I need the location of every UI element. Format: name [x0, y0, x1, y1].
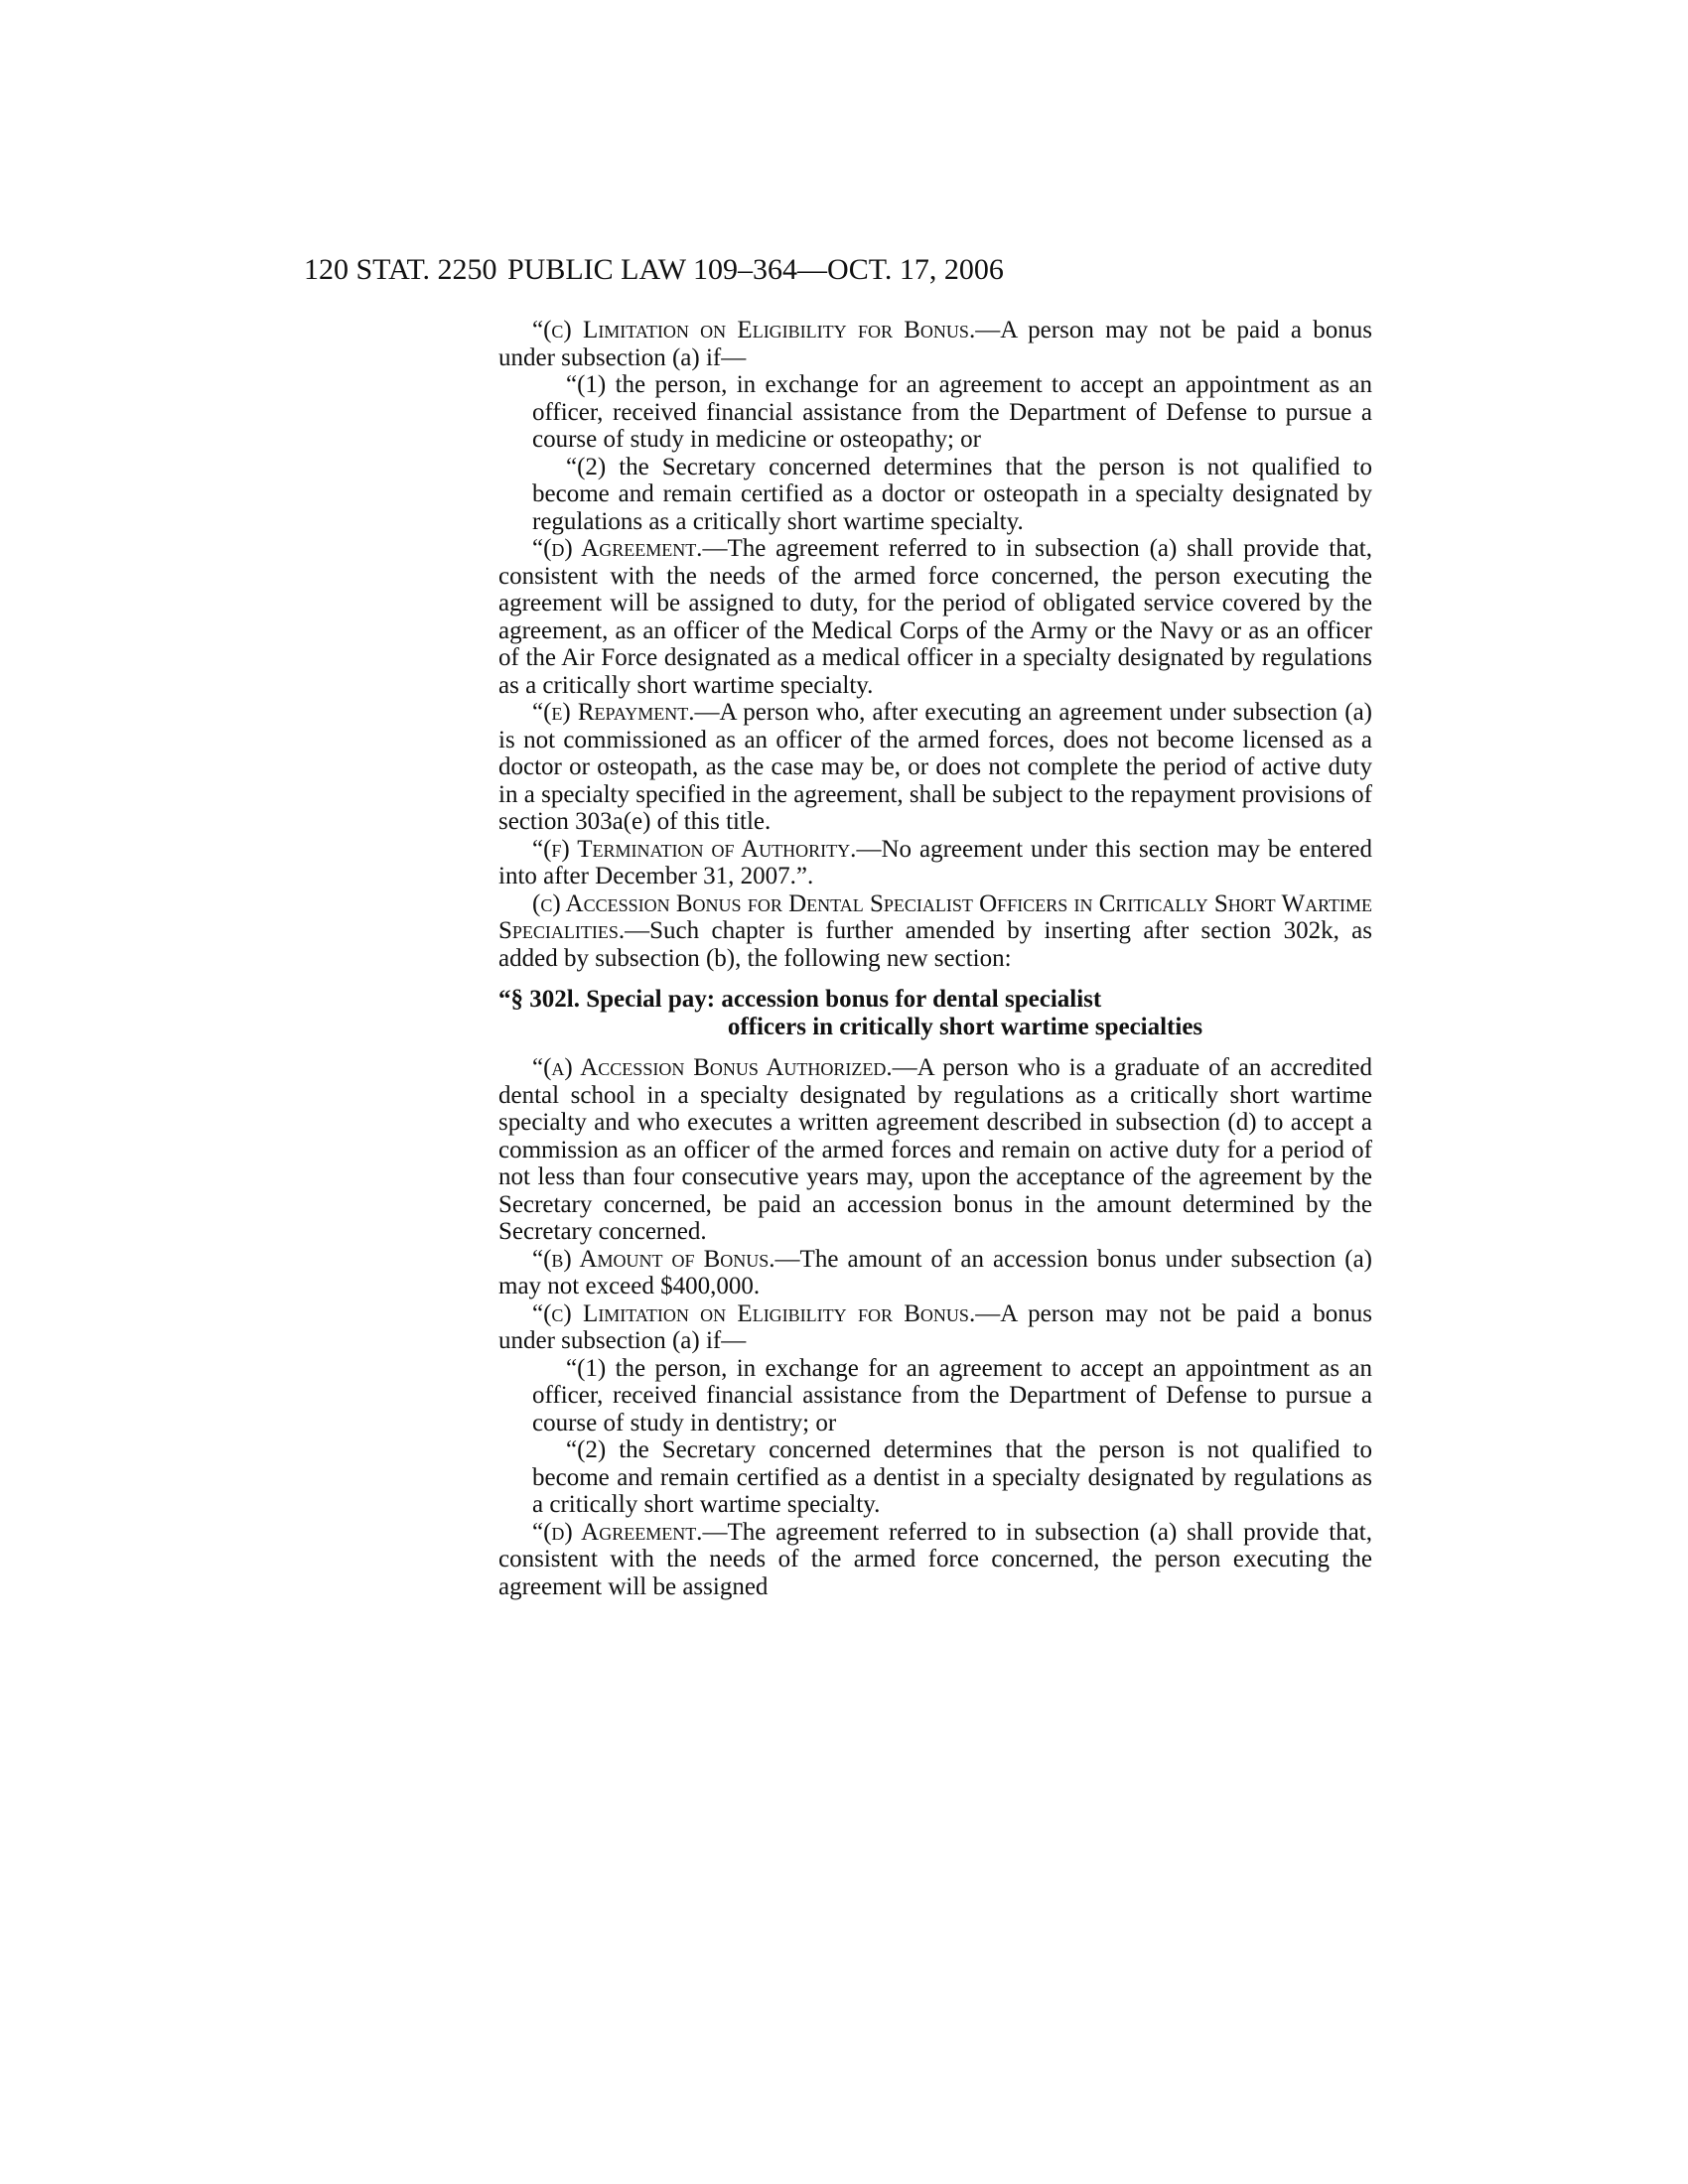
paragraph-text: —A person who is a graduate of an accredited dental school in a specialty designated by regulations as a critically short wartime specialty and who executes a written agreement described in subsection (d) to accept a commission as an officer of the armed forces and remain on active duty for a period of not less than four consecutive years may, upon the acceptance of the agreement by the Secretary concerned, be paid an accession bonus in the amount determined by the Secretary concerned.: [498, 1054, 1372, 1245]
paragraph-c-limitation-dental: [498, 1300, 1372, 1355]
clause-1-financial-assistance: “(1) the person, in exchange for an agreement to accept an appointment as an officer, received financial assistance from the Department of Defense to pursue a course of study in medicine or osteopathy; or: [532, 371, 1372, 453]
paragraph-text: —The agreement referred to in subsection (a) shall provide that, consistent with the needs of the armed force concerned, the person executing the agreement will be assigned to duty, for the period of obligated service covered by the agreement, as an officer of the Medical Corps of the Army or the Navy or as an officer of the Air Force designated as a medical officer in a specialty designated by regulations as a critically short wartime specialty.: [498, 535, 1372, 699]
paragraph-text: —A person may not be paid a bonus under subsection (a) if—: [498, 317, 1373, 371]
paragraph-c-limitation: [498, 317, 1372, 371]
paragraph-d-agreement-dental: [498, 1519, 1372, 1601]
paragraph-a-authorized: [498, 1054, 1372, 1246]
paragraph-text: —A person may not be paid a bonus under subsection (a) if—: [498, 1299, 1373, 1354]
page-header: [304, 250, 1372, 290]
paragraph-heading: “(e) Repayment.: [532, 699, 695, 726]
document-body: [498, 317, 1372, 1600]
paragraph-text: —Such chapter is further amended by inserting after section 302k, as added by subsection (b), the following new section:: [498, 917, 1372, 972]
clause-2-not-qualified: “(2) the Secretary concerned determines that the person is not qualified to become and remain certified as a doctor or osteopath in a specialty designated by regulations as a critically short wartime specialty.: [532, 453, 1372, 535]
paragraph-heading: “(a) Accession Bonus Authorized.: [532, 1054, 893, 1081]
section-heading-line-1: “§ 302l. Special pay: accession bonus for dental specialist: [498, 986, 1102, 1013]
paragraph-text: —No agreement under this section may be entered into after December 31, 2007.”.: [498, 835, 1372, 889]
subsection-c-dental-accession: [498, 890, 1372, 973]
paragraph-text: —A person who, after executing an agreement under subsection (a) is not commissioned as an officer of the armed forces, does not become licensed as a doctor or osteopath, as the case may be, or does not complete the period of active duty in a specialty specified in the agreement, shall be subject to the repayment provisions of section 303a(e) of this title.: [498, 699, 1372, 835]
public-law-reference: PUBLIC LAW 109–364—OCT. 17, 2006: [507, 253, 1004, 286]
paragraph-heading: (c) Accession Bonus for Dental Specialist Officers in Critically Short Wartime Specialities.: [498, 889, 1372, 944]
paragraph-f-termination: [498, 836, 1372, 890]
paragraph-heading: “(b) Amount of Bonus.: [532, 1245, 775, 1273]
paragraph-text: —The agreement referred to in subsection (a) shall provide that, consistent with the needs of the armed force concerned, the person executing the agreement will be assigned: [498, 1518, 1372, 1600]
paragraph-heading: “(f) Termination of Authority.: [532, 835, 857, 863]
paragraph-e-repayment: [498, 699, 1372, 836]
section-302l-heading: [498, 986, 1372, 1040]
paragraph-heading: “(d) Agreement.: [532, 535, 703, 562]
paragraph-d-agreement: [498, 535, 1372, 699]
paragraph-heading: “(d) Agreement.: [532, 1518, 703, 1546]
paragraph-heading: “(c) Limitation on Eligibility for Bonus.: [532, 317, 976, 343]
section-heading-line-2: officers in critically short wartime specialties: [727, 1013, 1203, 1040]
clause-1-dental-assistance: “(1) the person, in exchange for an agreement to accept an appointment as an officer, received financial assistance from the Department of Defense to pursue a course of study in dentistry; or: [532, 1354, 1372, 1436]
paragraph-b-amount: [498, 1246, 1372, 1300]
paragraph-heading: “(c) Limitation on Eligibility for Bonus.: [532, 1299, 976, 1327]
statute-reference: 120 STAT. 2250: [304, 253, 497, 286]
clause-2-dental-not-qualified: “(2) the Secretary concerned determines that the person is not qualified to become and remain certified as a dentist in a specialty designated by regulations as a critically short wartime specialty.: [532, 1436, 1372, 1518]
paragraph-text: —The amount of an accession bonus under subsection (a) may not exceed $400,000.: [498, 1245, 1372, 1299]
